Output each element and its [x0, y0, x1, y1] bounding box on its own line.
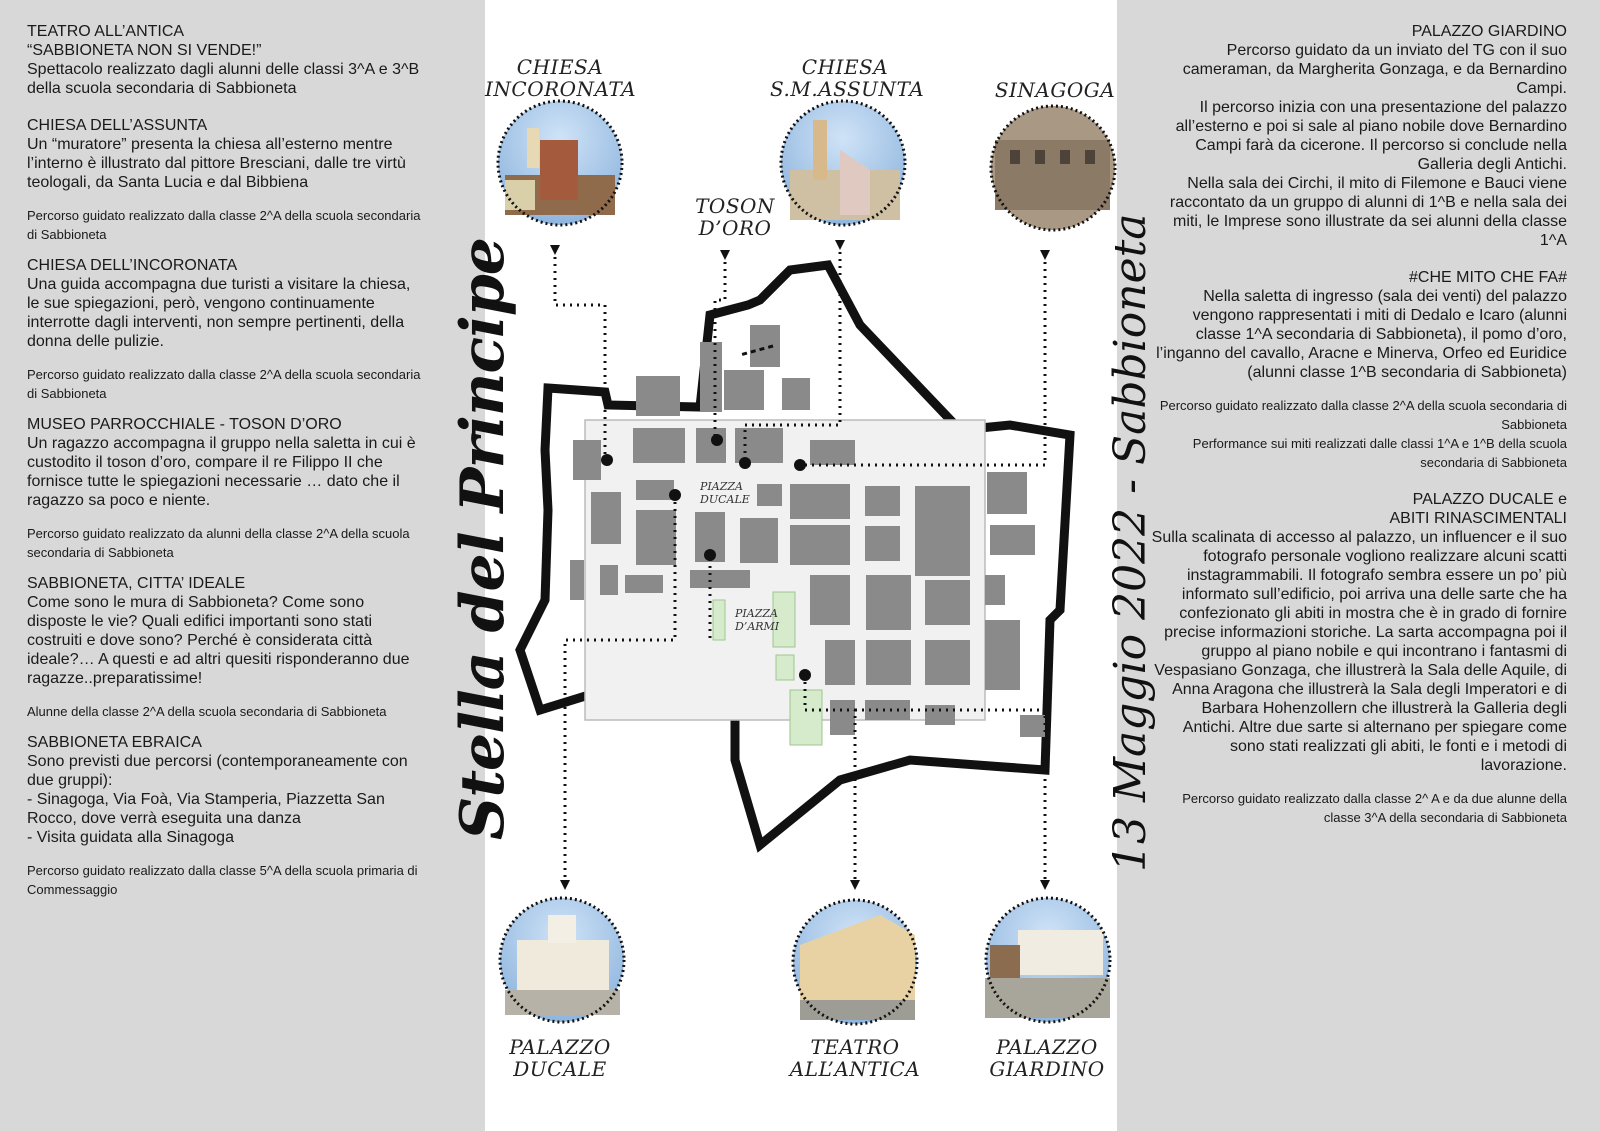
section-title: SABBIONETA, CITTA’ IDEALE: [27, 575, 246, 592]
section-body: Una guida accompagna due turisti a visitare la chiesa, le sue spiegazioni, però, vengono continuamente interrotte dagli interventi, non sempre pertinenti, della donna delle pulizie.: [27, 276, 411, 350]
section-note: Percorso guidato realizzato dalla classe 2^A della scuola secondaria di Sabbioneta: [27, 208, 421, 242]
section-note: Percorso guidato realizzato dalla classe 2^A della scuola secondaria di Sabbioneta Performance sui miti realizzati dalle classi 1^A e 1^B della scuola secondaria di Sabbioneta: [1159, 398, 1567, 470]
place-label-assunta: CHIESA S.M.ASSUNTA: [770, 55, 925, 101]
section-title: CHIESA DELL’ASSUNTA: [27, 117, 208, 134]
section-body: Un “muratore” presenta la chiesa all’esterno mentre l’interno è illustrato dal pittore Bresciani, dalle tre virtù teologali, da Santa Lucia e dal Bibbiena: [27, 136, 406, 191]
section-museo: [27, 415, 427, 562]
place-label-incoronata: CHIESA INCORONATA: [485, 55, 637, 101]
section-title: PALAZZO GIARDINO: [1411, 23, 1567, 40]
section-title: MUSEO PARROCCHIALE - TOSON D’ORO: [27, 416, 342, 433]
section-teatro: [27, 22, 427, 98]
section-body: Un ragazzo accompagna il gruppo nella saletta in cui è custodito il toson d’oro, compare il re Filippo II che fornisce tutte le spiegazioni necessarie … dato che il ragazzo sa poco e niente.: [27, 435, 416, 509]
place-label-teatro: TEATRO ALL’ANTICA: [789, 1035, 921, 1081]
section-body: Sono previsti due percorsi (contemporaneamente con due gruppi): - Sinagoga, Via Foà, Via Stamperia, Piazzetta San Rocco, dove verrà eseguita una danza - Visita guidata alla Sinagoga: [27, 753, 408, 846]
section-che-mito: [1147, 268, 1567, 472]
section-body: Sulla scalinata di accesso al palazzo, un influencer e il suo fotografo personale vogliono realizzare alcuni scatti instagrammabili. Il fotografo sembra essere un po’ più informato sull’edificio, poi arriva una delle sarte che ha confezionato gli abiti in mostra che è in grado di fornire precise informazioni storiche. La sarta accompagna poi il gruppo al piano nobile e qui incontrano i fantasmi di Vespasiano Gonzaga, che illustrerà la Sala delle Aquile, di Anna Aragona che illustrerà la Sala degli Imperatori e di Barbara Hohenzollern che illustrerà la Galleria degli Antichi. Altre due sarte si alternano per spiegare come sono stati realizzati gli abiti, le fonti e i metodi di lavorazione.: [1151, 529, 1567, 774]
section-title: #CHE MITO CHE FA#: [1409, 269, 1567, 286]
section-palazzo-giardino: [1147, 22, 1567, 250]
section-incoronata: [27, 256, 427, 403]
photo-teatro-antica: [793, 900, 917, 1024]
left-column: [27, 22, 427, 899]
place-label-palazzo-giardino: PALAZZO GIARDINO: [989, 1035, 1105, 1081]
photo-sinagoga: [991, 106, 1115, 230]
right-column: [1147, 22, 1567, 827]
section-title: CHIESA DELL’INCORONATA: [27, 257, 238, 274]
section-palazzo-ducale: [1147, 490, 1567, 827]
event-date: 13 Maggio 2022 - Sabbioneta: [1105, 213, 1156, 872]
section-note: Alunne della classe 2^A della scuola secondaria di Sabbioneta: [27, 704, 387, 719]
event-title: Stella del Principe: [448, 238, 518, 840]
section-note: Percorso guidato realizzato dalla classe 5^A della scuola primaria di Commessaggio: [27, 863, 418, 897]
square-label-armi: PIAZZA D’ARMI: [735, 607, 780, 633]
square-label-ducale: PIAZZA DUCALE: [700, 480, 750, 506]
city-map: [485, 0, 1117, 1131]
place-label-sinagoga: SINAGOGA: [994, 78, 1116, 102]
section-assunta: [27, 116, 427, 244]
place-label-toson: TOSON D’ORO: [695, 194, 775, 240]
section-citta-ideale: [27, 574, 427, 721]
photo-palazzo-giardino: [985, 898, 1110, 1022]
place-label-palazzo-ducale: PALAZZO DUCALE: [509, 1035, 611, 1081]
section-note: Percorso guidato realizzato dalla classe 2^ A e da due alunne della classe 3^A della secondaria di Sabbioneta: [1182, 791, 1567, 825]
section-body: Percorso guidato da un inviato del TG con il suo cameraman, da Margherita Gonzaga, e da Bernardino Campi. Il percorso inizia con una presentazione del palazzo all’esterno e poi si sale al piano nobile dove Bernardino Campi farà da cicerone. Il percorso si conclude nella Galleria degli Antichi. Nella sala dei Circhi, il mito di Filemone e Bauci viene raccontato da un gruppo di alunni di 1^B e nella sala dei miti, le Imprese sono illustrate da sei alunni della classe 1^A: [1169, 42, 1567, 249]
section-title: SABBIONETA EBRAICA: [27, 734, 202, 751]
section-body: Come sono le mura di Sabbioneta? Come sono disposte le vie? Quali edifici importanti sono stati costruiti e dove sono? Perché è considerata città ideale?… A questi e ad altri quesiti risponderanno due ragazze..preparatissime!: [27, 594, 410, 687]
photo-chiesa-assunta: [781, 101, 905, 225]
section-title: PALAZZO DUCALE e ABITI RINASCIMENTALI: [1389, 491, 1567, 527]
section-note: Percorso guidato realizzato da alunni della classe 2^A della scuola secondaria di Sabbioneta: [27, 526, 410, 560]
section-title: TEATRO ALL’ANTICA: [27, 23, 185, 40]
photo-palazzo-ducale: [500, 898, 624, 1022]
section-note: Percorso guidato realizzato dalla classe 2^A della scuola secondaria di Sabbioneta: [27, 367, 421, 401]
section-body: “SABBIONETA NON SI VENDE!” Spettacolo realizzato dagli alunni delle classi 3^A e 3^B della scuola secondaria di Sabbioneta: [27, 42, 420, 97]
photo-chiesa-incoronata: [498, 101, 622, 225]
section-ebraica: [27, 733, 427, 899]
section-body: Nella saletta di ingresso (sala dei venti) del palazzo vengono rappresentati i miti di Dedalo e Icaro (alunni classe 1^A secondaria di Sabbioneta), il pomo d’oro, l’inganno del cavallo, Aracne e Minerva, Orfeo ed Euridice (alunni classe 1^B secondaria di Sabbioneta): [1156, 288, 1567, 381]
